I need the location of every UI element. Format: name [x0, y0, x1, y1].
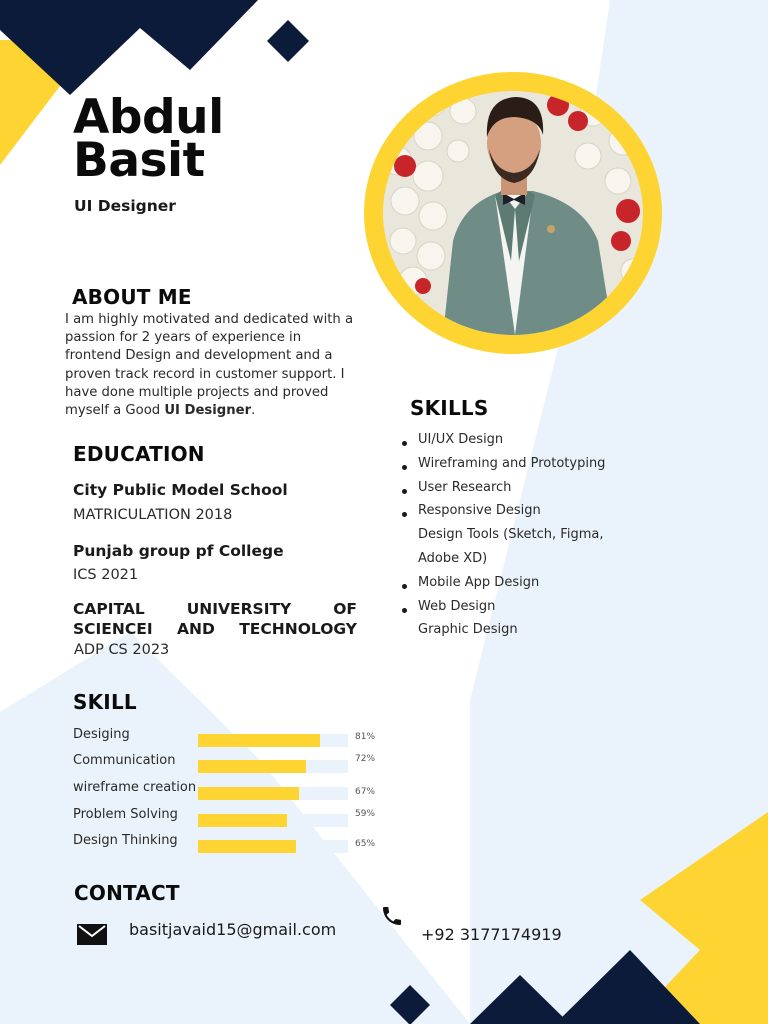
skill-bar-percent: 65%: [355, 839, 376, 849]
skill-bar-row: [73, 780, 383, 800]
about-highlight: UI Designer: [164, 403, 252, 419]
skills-list: [398, 428, 658, 642]
skill-bar-percent: 67%: [355, 787, 376, 797]
skills-heading: SKILLS: [410, 396, 489, 420]
phone-icon: [380, 904, 404, 932]
skill-bar-row: [73, 753, 383, 773]
skill-bar-track: [198, 787, 348, 800]
skill-bar-percent: 59%: [355, 809, 376, 819]
skills-list-item: Wireframing and Prototyping: [398, 452, 658, 476]
skill-bar-percent: 72%: [355, 754, 376, 764]
skill-bar-percent: 81%: [355, 732, 376, 742]
skill-bar-label: Communication: [73, 753, 176, 768]
education-school-1: City Public Model School: [73, 481, 288, 499]
skill-bar-track: [198, 840, 348, 853]
skill-bars-heading: SKILL: [73, 690, 137, 714]
last-name: Basit: [73, 133, 205, 188]
education-degree-1: MATRICULATION 2018: [73, 507, 233, 523]
skill-bar-fill: [198, 814, 287, 827]
full-name: [73, 90, 224, 188]
profile-photo: [383, 91, 643, 335]
contact-email[interactable]: basitjavaid15@gmail.com: [129, 920, 337, 939]
first-name: Abdul: [73, 90, 224, 145]
light-blue-panel-left: [0, 632, 470, 1024]
navy-diamond-top: [267, 20, 309, 62]
skills-list-item: Graphic Design: [418, 622, 518, 638]
skills-list-item: Web Design: [398, 595, 658, 619]
job-title: UI Designer: [74, 197, 176, 215]
education-degree-3: ADP CS 2023: [74, 642, 170, 658]
education-school-3: CAPITAL UNIVERSITY OF SCIENCEI AND TECHNOLOGY: [73, 600, 357, 638]
profile-photo-illustration: [383, 91, 643, 335]
education-degree-2: ICS 2021: [73, 567, 139, 583]
about-body: I am highly motivated and dedicated with a passion for 2 years of experience in frontend Design and development and a proven track record in customer support. I have done multiple projects and proved myself a Good: [65, 312, 354, 419]
skill-bar-fill: [198, 760, 306, 773]
education-school-2: Punjab group pf College: [73, 542, 284, 560]
boutonniere: [547, 225, 555, 233]
skill-bar-row: [73, 807, 383, 827]
skill-bar-track: [198, 814, 348, 827]
education-heading: EDUCATION: [73, 442, 205, 466]
about-text: [65, 311, 360, 420]
skill-bar-row: [73, 727, 383, 747]
about-end: .: [251, 403, 256, 419]
skill-bar-track: [198, 760, 348, 773]
contact-phone[interactable]: +92 3177174919: [421, 925, 562, 944]
skill-bar-fill: [198, 840, 296, 853]
about-heading: ABOUT ME: [72, 285, 192, 309]
skills-list-item: Design Tools (Sketch, Figma,: [418, 527, 604, 543]
skill-bar-label: wireframe creation: [73, 780, 197, 795]
skill-bar-label: Design Thinking: [73, 833, 178, 848]
skill-bar-fill: [198, 734, 320, 747]
skill-bar-label: Desiging: [73, 727, 130, 742]
contact-heading: CONTACT: [74, 881, 180, 905]
skill-bar-label: Problem Solving: [73, 807, 178, 822]
skills-list-item: Mobile App Design: [398, 571, 658, 595]
skills-list-item: Responsive Design: [398, 499, 658, 523]
skills-list-item: User Research: [398, 476, 658, 500]
skill-bar-fill: [198, 787, 299, 800]
envelope-icon: [77, 924, 107, 949]
skills-list-item: Adobe XD): [418, 550, 488, 566]
skill-bar-row: [73, 833, 383, 853]
skills-list-item: UI/UX Design: [398, 428, 658, 452]
skill-bar-track: [198, 734, 348, 747]
